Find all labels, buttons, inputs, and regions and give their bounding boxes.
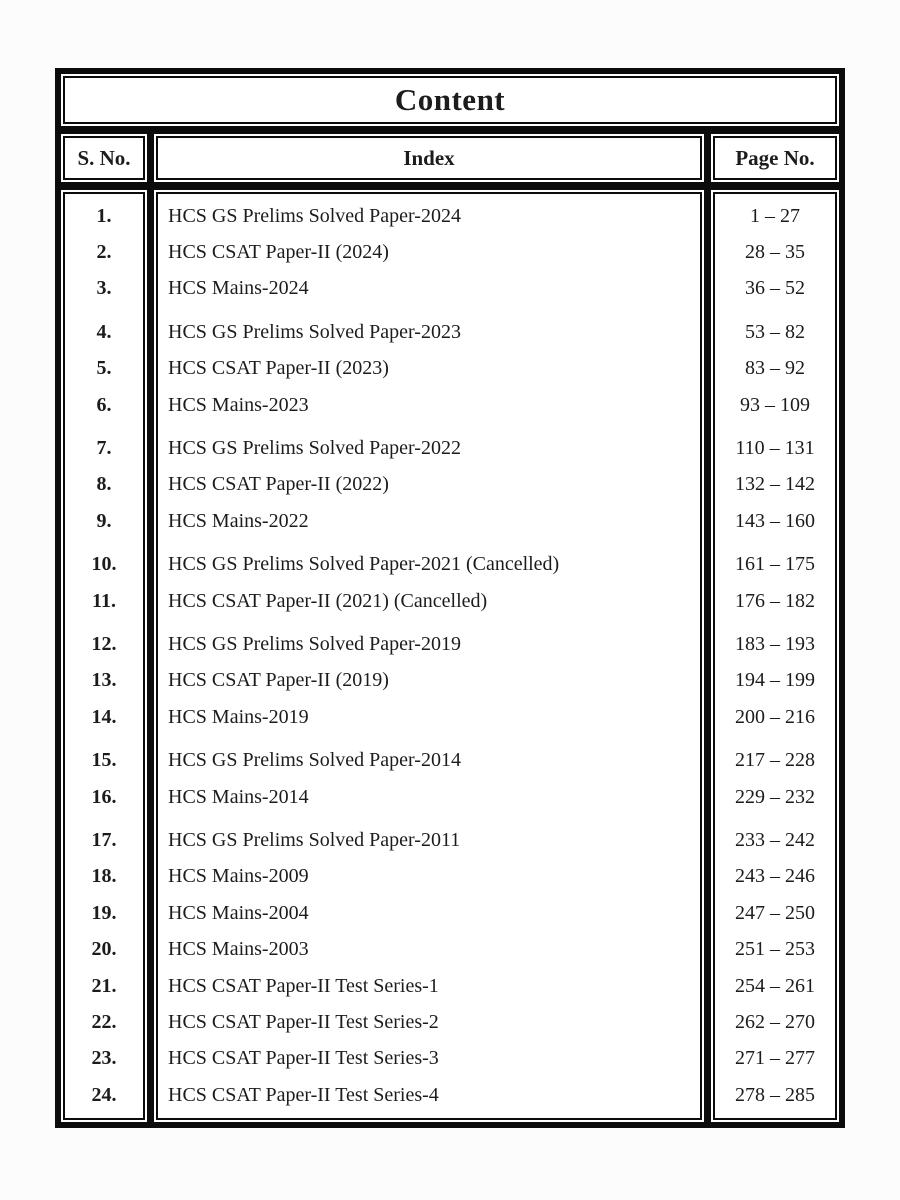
row-sno: 11. — [92, 589, 116, 612]
row-sno: 22. — [91, 1010, 117, 1033]
page-title: Content — [394, 82, 506, 117]
row-pages: 200 – 216 — [735, 705, 815, 728]
row-index-title: HCS Mains-2022 — [168, 509, 309, 532]
row-index-title: HCS Mains-2014 — [168, 785, 309, 808]
row-pages: 251 – 253 — [735, 938, 815, 961]
column-index — [154, 190, 704, 1122]
row-pages: 36 – 52 — [745, 277, 805, 300]
row-index-title: HCS CSAT Paper-II Test Series-4 — [168, 1083, 439, 1106]
row-index-title: HCS GS Prelims Solved Paper-2022 — [168, 437, 461, 460]
row-pages: 262 – 270 — [735, 1010, 815, 1033]
row-index-title: HCS Mains-2003 — [168, 938, 309, 961]
row-index-title: HCS GS Prelims Solved Paper-2014 — [168, 749, 461, 772]
row-sno: 19. — [91, 901, 117, 924]
row-pages: 1 – 27 — [750, 204, 800, 227]
row-sno: 8. — [96, 473, 112, 496]
row-sno: 23. — [91, 1047, 117, 1070]
title-box — [61, 74, 839, 126]
row-sno: 4. — [96, 320, 112, 343]
row-sno: 24. — [91, 1083, 117, 1106]
row-index-title: HCS Mains-2023 — [168, 393, 309, 416]
row-sno: 20. — [91, 938, 117, 961]
row-sno: 10. — [91, 553, 117, 576]
row-index-title: HCS Mains-2004 — [168, 901, 309, 924]
row-pages: 254 – 261 — [735, 974, 815, 997]
row-sno: 15. — [91, 749, 117, 772]
row-sno: 14. — [91, 705, 117, 728]
row-pages: 271 – 277 — [735, 1047, 815, 1070]
row-sno: 9. — [96, 509, 112, 532]
row-sno: 16. — [91, 785, 117, 808]
row-pages: 217 – 228 — [735, 749, 815, 772]
row-pages: 176 – 182 — [735, 589, 815, 612]
row-pages: 247 – 250 — [735, 901, 815, 924]
row-pages: 143 – 160 — [735, 509, 815, 532]
row-index-title: HCS CSAT Paper-II (2023) — [168, 357, 389, 380]
row-pages: 93 – 109 — [740, 393, 810, 416]
row-sno: 17. — [91, 828, 117, 851]
row-sno: 1. — [96, 204, 112, 227]
row-pages: 132 – 142 — [735, 473, 815, 496]
row-index-title: HCS Mains-2019 — [168, 705, 309, 728]
row-sno: 7. — [96, 437, 112, 460]
table-body — [61, 190, 839, 1122]
row-pages: 28 – 35 — [745, 241, 805, 264]
row-sno: 5. — [96, 357, 112, 380]
row-pages: 243 – 246 — [735, 865, 815, 888]
row-index-title: HCS Mains-2024 — [168, 277, 309, 300]
table-header-row — [61, 134, 839, 182]
row-pages: 194 – 199 — [735, 669, 815, 692]
row-index-title: HCS CSAT Paper-II (2022) — [168, 473, 389, 496]
row-index-title: HCS CSAT Paper-II Test Series-2 — [168, 1010, 439, 1033]
row-index-title: HCS CSAT Paper-II Test Series-1 — [168, 974, 439, 997]
column-page-no — [711, 190, 839, 1122]
row-index-title: HCS Mains-2009 — [168, 865, 309, 888]
row-sno: 13. — [91, 669, 117, 692]
row-index-title: HCS GS Prelims Solved Paper-2019 — [168, 632, 461, 655]
row-index-title: HCS GS Prelims Solved Paper-2011 — [168, 828, 461, 851]
row-pages: 110 – 131 — [735, 437, 815, 460]
row-pages: 229 – 232 — [735, 785, 815, 808]
row-pages: 83 – 92 — [745, 357, 805, 380]
row-index-title: HCS CSAT Paper-II (2024) — [168, 241, 389, 264]
row-sno: 6. — [96, 393, 112, 416]
row-index-title: HCS GS Prelims Solved Paper-2021 (Cancelled) — [168, 553, 560, 576]
row-sno: 21. — [91, 974, 117, 997]
row-index-title: HCS CSAT Paper-II Test Series-3 — [168, 1047, 439, 1070]
row-pages: 233 – 242 — [735, 828, 815, 851]
row-pages: 183 – 193 — [735, 632, 815, 655]
column-sno — [61, 190, 147, 1122]
row-sno: 12. — [91, 632, 117, 655]
row-index-title: HCS CSAT Paper-II (2021) (Cancelled) — [168, 589, 488, 612]
row-index-title: HCS CSAT Paper-II (2019) — [168, 669, 389, 692]
row-pages: 278 – 285 — [735, 1083, 815, 1106]
row-index-title: HCS GS Prelims Solved Paper-2023 — [168, 320, 461, 343]
row-sno: 3. — [96, 277, 112, 300]
row-pages: 53 – 82 — [745, 320, 805, 343]
header-sno: S. No. — [61, 134, 147, 182]
row-index-title: HCS GS Prelims Solved Paper-2024 — [168, 204, 461, 227]
content-table-frame — [55, 68, 845, 1128]
row-pages: 161 – 175 — [735, 553, 815, 576]
header-page-no: Page No. — [711, 134, 839, 182]
row-sno: 18. — [91, 865, 117, 888]
header-index: Index — [154, 134, 704, 182]
row-sno: 2. — [96, 241, 112, 264]
